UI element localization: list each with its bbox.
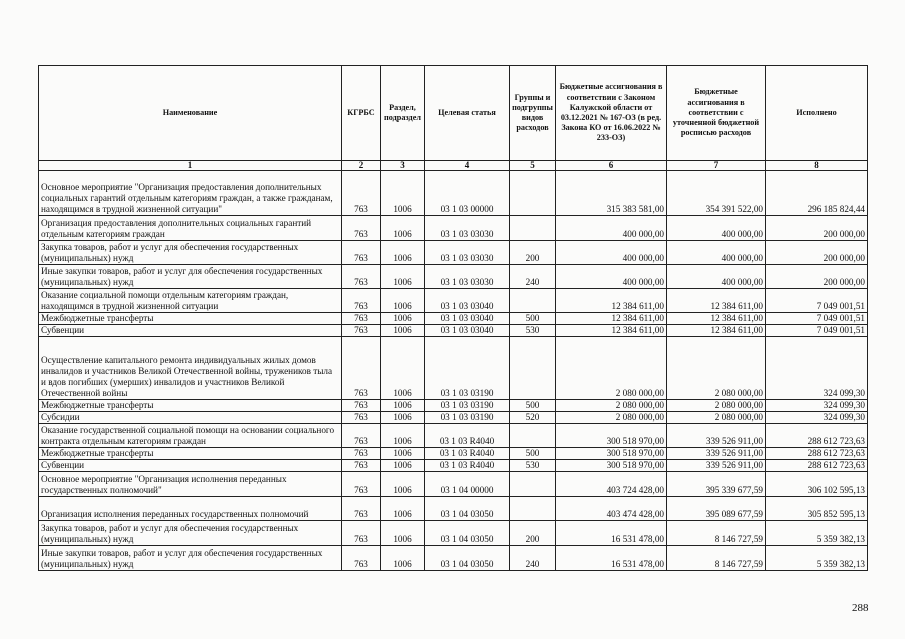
row-section: 1006 bbox=[381, 424, 425, 448]
row-refined-amount: 12 384 611,00 bbox=[667, 289, 766, 313]
row-law-amount: 300 518 970,00 bbox=[556, 424, 667, 448]
row-target: 03 1 03 03190 bbox=[425, 400, 510, 412]
row-executed-amount: 7 049 001,51 bbox=[766, 289, 868, 313]
row-target: 03 1 04 00000 bbox=[425, 472, 510, 497]
row-law-amount: 300 518 970,00 bbox=[556, 460, 667, 472]
row-name: Осуществление капитального ремонта индивидуальных жилых домов инвалидов и участников Великой Отечественной войны, тружеников тыла и вдов погибших (умерших) инвалидов и участников Великой Отечественной войны bbox=[39, 337, 342, 400]
row-law-amount: 2 080 000,00 bbox=[556, 337, 667, 400]
row-refined-amount: 339 526 911,00 bbox=[667, 460, 766, 472]
header-target: Целевая статья bbox=[425, 66, 510, 161]
header-section: Раздел, подраздел bbox=[381, 66, 425, 161]
table-row bbox=[39, 424, 868, 448]
row-group: 530 bbox=[510, 460, 556, 472]
table-header-row bbox=[39, 66, 868, 161]
table-row bbox=[39, 472, 868, 497]
column-number: 4 bbox=[425, 161, 510, 171]
table-row bbox=[39, 313, 868, 325]
row-refined-amount: 395 089 677,59 bbox=[667, 497, 766, 521]
row-executed-amount: 7 049 001,51 bbox=[766, 325, 868, 337]
table-row bbox=[39, 521, 868, 546]
row-law-amount: 12 384 611,00 bbox=[556, 313, 667, 325]
row-section: 1006 bbox=[381, 289, 425, 313]
row-name: Организация предоставления дополнительных социальных гарантий отдельным категориям граждан bbox=[39, 216, 342, 241]
row-target: 03 1 03 03040 bbox=[425, 289, 510, 313]
row-refined-amount: 8 146 727,59 bbox=[667, 546, 766, 571]
row-group bbox=[510, 472, 556, 497]
table-row bbox=[39, 265, 868, 289]
row-executed-amount: 324 099,30 bbox=[766, 400, 868, 412]
row-refined-amount: 339 526 911,00 bbox=[667, 448, 766, 460]
row-name: Субвенции bbox=[39, 325, 342, 337]
row-kgrbs: 763 bbox=[342, 424, 381, 448]
row-group bbox=[510, 171, 556, 216]
header-executed: Исполнено bbox=[766, 66, 868, 161]
header-law: Бюджетные ассигнования в соответствии с Законом Калужской области от 03.12.2021 № 167-ОЗ (в ред. Закона КО от 16.06.2022 № 233-ОЗ) bbox=[556, 66, 667, 161]
row-executed-amount: 305 852 595,13 bbox=[766, 497, 868, 521]
row-section: 1006 bbox=[381, 497, 425, 521]
row-section: 1006 bbox=[381, 337, 425, 400]
row-name: Оказание социальной помощи отдельным категориям граждан, находящимся в трудной жизненной ситуации bbox=[39, 289, 342, 313]
row-name: Иные закупки товаров, работ и услуг для обеспечения государственных (муниципальных) нужд bbox=[39, 546, 342, 571]
row-target: 03 1 03 R4040 bbox=[425, 424, 510, 448]
row-executed-amount: 200 000,00 bbox=[766, 265, 868, 289]
row-law-amount: 315 383 581,00 bbox=[556, 171, 667, 216]
row-name: Закупка товаров, работ и услуг для обеспечения государственных (муниципальных) нужд bbox=[39, 241, 342, 265]
table-row bbox=[39, 546, 868, 571]
row-kgrbs: 763 bbox=[342, 313, 381, 325]
row-section: 1006 bbox=[381, 521, 425, 546]
row-group bbox=[510, 497, 556, 521]
header-refined: Бюджетные ассигнования в соответствии с уточненной бюджетной росписью расходов bbox=[667, 66, 766, 161]
row-group: 530 bbox=[510, 325, 556, 337]
row-kgrbs: 763 bbox=[342, 412, 381, 424]
row-refined-amount: 8 146 727,59 bbox=[667, 521, 766, 546]
row-executed-amount: 296 185 824,44 bbox=[766, 171, 868, 216]
row-name: Субвенции bbox=[39, 460, 342, 472]
row-executed-amount: 288 612 723,63 bbox=[766, 424, 868, 448]
table-row bbox=[39, 412, 868, 424]
table-row bbox=[39, 448, 868, 460]
row-refined-amount: 395 339 677,59 bbox=[667, 472, 766, 497]
row-kgrbs: 763 bbox=[342, 216, 381, 241]
column-number: 6 bbox=[556, 161, 667, 171]
row-section: 1006 bbox=[381, 400, 425, 412]
row-target: 03 1 04 03050 bbox=[425, 546, 510, 571]
row-section: 1006 bbox=[381, 265, 425, 289]
row-name: Межбюджетные трансферты bbox=[39, 400, 342, 412]
row-refined-amount: 2 080 000,00 bbox=[667, 412, 766, 424]
row-target: 03 1 03 03030 bbox=[425, 216, 510, 241]
row-law-amount: 403 724 428,00 bbox=[556, 472, 667, 497]
row-section: 1006 bbox=[381, 313, 425, 325]
row-target: 03 1 03 03040 bbox=[425, 325, 510, 337]
row-kgrbs: 763 bbox=[342, 325, 381, 337]
table-row bbox=[39, 216, 868, 241]
row-section: 1006 bbox=[381, 216, 425, 241]
header-groups: Группы и подгруппы видов расходов bbox=[510, 66, 556, 161]
row-executed-amount: 306 102 595,13 bbox=[766, 472, 868, 497]
table-row bbox=[39, 337, 868, 400]
row-kgrbs: 763 bbox=[342, 265, 381, 289]
row-name: Организация исполнения переданных государственных полномочий bbox=[39, 497, 342, 521]
row-name: Иные закупки товаров, работ и услуг для обеспечения государственных (муниципальных) нужд bbox=[39, 265, 342, 289]
row-kgrbs: 763 bbox=[342, 241, 381, 265]
row-section: 1006 bbox=[381, 171, 425, 216]
column-number: 5 bbox=[510, 161, 556, 171]
row-name: Основное мероприятие "Организация исполнения переданных государственных полномочий" bbox=[39, 472, 342, 497]
row-name: Оказание государственной социальной помощи на основании социального контракта отдельным категориям граждан bbox=[39, 424, 342, 448]
row-kgrbs: 763 bbox=[342, 472, 381, 497]
row-executed-amount: 324 099,30 bbox=[766, 337, 868, 400]
column-number: 7 bbox=[667, 161, 766, 171]
row-refined-amount: 12 384 611,00 bbox=[667, 325, 766, 337]
row-kgrbs: 763 bbox=[342, 448, 381, 460]
table-row bbox=[39, 171, 868, 216]
row-kgrbs: 763 bbox=[342, 497, 381, 521]
row-section: 1006 bbox=[381, 412, 425, 424]
row-group bbox=[510, 216, 556, 241]
row-group: 200 bbox=[510, 241, 556, 265]
row-group: 240 bbox=[510, 265, 556, 289]
row-target: 03 1 03 R4040 bbox=[425, 448, 510, 460]
row-group bbox=[510, 337, 556, 400]
row-name: Закупка товаров, работ и услуг для обеспечения государственных (муниципальных) нужд bbox=[39, 521, 342, 546]
row-executed-amount: 5 359 382,13 bbox=[766, 546, 868, 571]
table-row bbox=[39, 497, 868, 521]
column-number: 1 bbox=[39, 161, 342, 171]
row-name: Субсидии bbox=[39, 412, 342, 424]
row-group: 520 bbox=[510, 412, 556, 424]
row-refined-amount: 2 080 000,00 bbox=[667, 400, 766, 412]
row-target: 03 1 03 03030 bbox=[425, 241, 510, 265]
row-law-amount: 300 518 970,00 bbox=[556, 448, 667, 460]
row-kgrbs: 763 bbox=[342, 337, 381, 400]
row-law-amount: 400 000,00 bbox=[556, 241, 667, 265]
row-group: 500 bbox=[510, 448, 556, 460]
table-row bbox=[39, 460, 868, 472]
row-law-amount: 2 080 000,00 bbox=[556, 400, 667, 412]
row-name: Основное мероприятие "Организация предоставления дополнительных социальных гарантий отдельным категориям граждан, а также гражданам, находящимся в трудной жизненной ситуации" bbox=[39, 171, 342, 216]
row-section: 1006 bbox=[381, 472, 425, 497]
table-row bbox=[39, 325, 868, 337]
row-group: 500 bbox=[510, 400, 556, 412]
row-section: 1006 bbox=[381, 325, 425, 337]
column-number: 3 bbox=[381, 161, 425, 171]
row-target: 03 1 04 03050 bbox=[425, 521, 510, 546]
row-executed-amount: 288 612 723,63 bbox=[766, 448, 868, 460]
row-law-amount: 12 384 611,00 bbox=[556, 289, 667, 313]
row-refined-amount: 2 080 000,00 bbox=[667, 337, 766, 400]
row-law-amount: 16 531 478,00 bbox=[556, 521, 667, 546]
row-group: 500 bbox=[510, 313, 556, 325]
column-number: 2 bbox=[342, 161, 381, 171]
row-law-amount: 16 531 478,00 bbox=[556, 546, 667, 571]
table-row bbox=[39, 241, 868, 265]
row-refined-amount: 400 000,00 bbox=[667, 241, 766, 265]
row-executed-amount: 5 359 382,13 bbox=[766, 521, 868, 546]
row-section: 1006 bbox=[381, 460, 425, 472]
header-kgrbs: КГРБС bbox=[342, 66, 381, 161]
row-name: Межбюджетные трансферты bbox=[39, 313, 342, 325]
row-law-amount: 400 000,00 bbox=[556, 265, 667, 289]
column-numbers-row bbox=[39, 161, 868, 171]
row-kgrbs: 763 bbox=[342, 400, 381, 412]
row-executed-amount: 200 000,00 bbox=[766, 241, 868, 265]
row-law-amount: 403 474 428,00 bbox=[556, 497, 667, 521]
row-section: 1006 bbox=[381, 448, 425, 460]
page-number: 288 bbox=[852, 602, 869, 614]
row-refined-amount: 400 000,00 bbox=[667, 216, 766, 241]
row-target: 03 1 03 03190 bbox=[425, 337, 510, 400]
header-name: Наименование bbox=[39, 66, 342, 161]
row-executed-amount: 200 000,00 bbox=[766, 216, 868, 241]
row-target: 03 1 03 03030 bbox=[425, 265, 510, 289]
row-executed-amount: 288 612 723,63 bbox=[766, 460, 868, 472]
row-refined-amount: 354 391 522,00 bbox=[667, 171, 766, 216]
row-executed-amount: 324 099,30 bbox=[766, 412, 868, 424]
row-kgrbs: 763 bbox=[342, 460, 381, 472]
row-group: 200 bbox=[510, 521, 556, 546]
row-group: 240 bbox=[510, 546, 556, 571]
row-law-amount: 2 080 000,00 bbox=[556, 412, 667, 424]
row-kgrbs: 763 bbox=[342, 546, 381, 571]
row-target: 03 1 03 00000 bbox=[425, 171, 510, 216]
row-refined-amount: 339 526 911,00 bbox=[667, 424, 766, 448]
row-law-amount: 12 384 611,00 bbox=[556, 325, 667, 337]
row-kgrbs: 763 bbox=[342, 521, 381, 546]
row-section: 1006 bbox=[381, 241, 425, 265]
row-name: Межбюджетные трансферты bbox=[39, 448, 342, 460]
row-executed-amount: 7 049 001,51 bbox=[766, 313, 868, 325]
row-kgrbs: 763 bbox=[342, 171, 381, 216]
budget-execution-table bbox=[38, 65, 868, 571]
column-number: 8 bbox=[766, 161, 868, 171]
row-group bbox=[510, 424, 556, 448]
row-refined-amount: 400 000,00 bbox=[667, 265, 766, 289]
table-row bbox=[39, 289, 868, 313]
row-target: 03 1 03 03190 bbox=[425, 412, 510, 424]
row-target: 03 1 03 R4040 bbox=[425, 460, 510, 472]
row-refined-amount: 12 384 611,00 bbox=[667, 313, 766, 325]
row-group bbox=[510, 289, 556, 313]
row-target: 03 1 03 03040 bbox=[425, 313, 510, 325]
table-row bbox=[39, 400, 868, 412]
row-section: 1006 bbox=[381, 546, 425, 571]
row-law-amount: 400 000,00 bbox=[556, 216, 667, 241]
row-target: 03 1 04 03050 bbox=[425, 497, 510, 521]
row-kgrbs: 763 bbox=[342, 289, 381, 313]
